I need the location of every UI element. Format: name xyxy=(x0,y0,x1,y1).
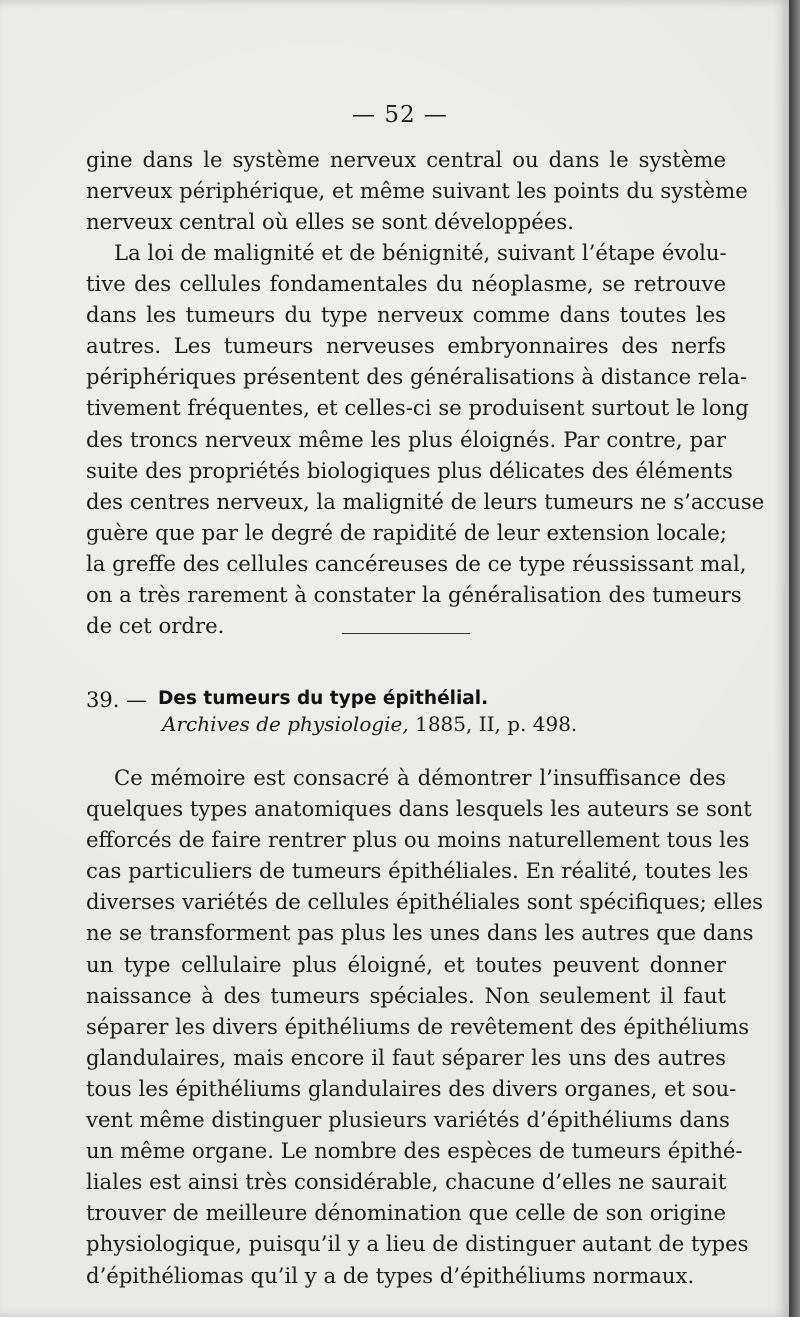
text-line: tous les épithéliums glandulaires des divers organes, et sou- xyxy=(86,1075,737,1101)
text-line: trouver de meilleure dénomination que celle de son origine xyxy=(86,1200,726,1226)
text-line: glandulaires, mais encore il faut séparer les uns des autres xyxy=(86,1044,726,1070)
paragraph-malignity xyxy=(86,237,765,641)
entry-number: 39. — xyxy=(86,688,148,712)
entry-title: Des tumeurs du type épithélial. xyxy=(158,688,489,709)
text-line: nerveux périphérique, et même suivant les points du système xyxy=(86,178,748,204)
section-divider xyxy=(342,633,470,634)
text-line: séparer les divers épithéliums de revêtement des épithéliums xyxy=(86,1013,750,1039)
text-line: efforcés de faire rentrer plus ou moins naturellement tous les xyxy=(86,827,750,853)
text-line: nerveux central où elles se sont développées. xyxy=(86,209,574,235)
text-line: dans les tumeurs du type nerveux comme dans toutes les xyxy=(86,302,726,328)
text-line: des centres nerveux, la malignité de leurs tumeurs ne s’accuse xyxy=(86,488,765,514)
text-line: guère que par le degré de rapidité de leur extension locale; xyxy=(86,519,727,545)
page-edge-shadow xyxy=(789,0,800,1317)
text-line: Ce mémoire est consacré à démontrer l’insuffisance des xyxy=(114,765,726,790)
text-line: gine dans le système nerveux central ou dans le système xyxy=(86,147,726,172)
text-line: tivement fréquentes, et celles-ci se produisent surtout le long xyxy=(86,395,749,421)
text-line: diverses variétés de cellules épithéliales sont spécifiques; elles xyxy=(86,889,764,915)
entry-source xyxy=(162,712,577,756)
entry-source-journal: Archives de physiologie, xyxy=(162,712,409,736)
paragraph-continuation xyxy=(86,144,748,237)
text-line: physiologique, puisqu’il y a lieu de distinguer autant de types xyxy=(86,1231,749,1257)
text-line: tive des cellules fondamentales du néoplasme, se retrouve xyxy=(86,271,726,297)
text-line: périphériques présentent des généralisations à distance rela- xyxy=(86,364,748,390)
text-line: naissance à des tumeurs spéciales. Non seulement il faut xyxy=(86,982,726,1008)
entry-source-details: 1885, II, p. 498. xyxy=(415,712,578,736)
text-line: des troncs nerveux même les plus éloignés. Par contre, par xyxy=(86,426,726,452)
text-line: autres. Les tumeurs nerveuses embryonnaires des nerfs xyxy=(86,333,726,359)
text-line: quelques types anatomiques dans lesquels les auteurs se sont xyxy=(86,796,752,822)
text-line: cas particuliers de tumeurs épithéliales. En réalité, toutes les xyxy=(86,858,749,884)
text-line: un même organe. Le nombre des espèces de tumeurs épithé- xyxy=(86,1138,743,1164)
text-line: La loi de malignité et de bénignité, suivant l’étape évolu- xyxy=(114,240,727,265)
text-line: de cet ordre. xyxy=(86,613,225,639)
text-line: vent même distinguer plusieurs variétés d’épithéliums dans xyxy=(86,1107,730,1133)
text-line: ne se transforment pas plus les unes dans les autres que dans xyxy=(86,920,754,946)
text-line: liales est ainsi très considérable, chacune d’elles ne saurait xyxy=(86,1169,727,1195)
text-line: la greffe des cellules cancéreuses de ce type réussissant mal, xyxy=(86,550,747,576)
text-line: on a très rarement à constater la généralisation des tumeurs xyxy=(86,582,742,608)
page-number: — 52 — xyxy=(352,102,448,128)
text-line: d’épithéliomas qu’il y a de types d’épithéliums normaux. xyxy=(86,1262,695,1288)
text-line: suite des propriétés biologiques plus délicates des éléments xyxy=(86,457,733,483)
text-line: un type cellulaire plus éloigné, et toutes peuvent donner xyxy=(86,951,726,977)
paragraph-epithelial xyxy=(86,762,764,1291)
